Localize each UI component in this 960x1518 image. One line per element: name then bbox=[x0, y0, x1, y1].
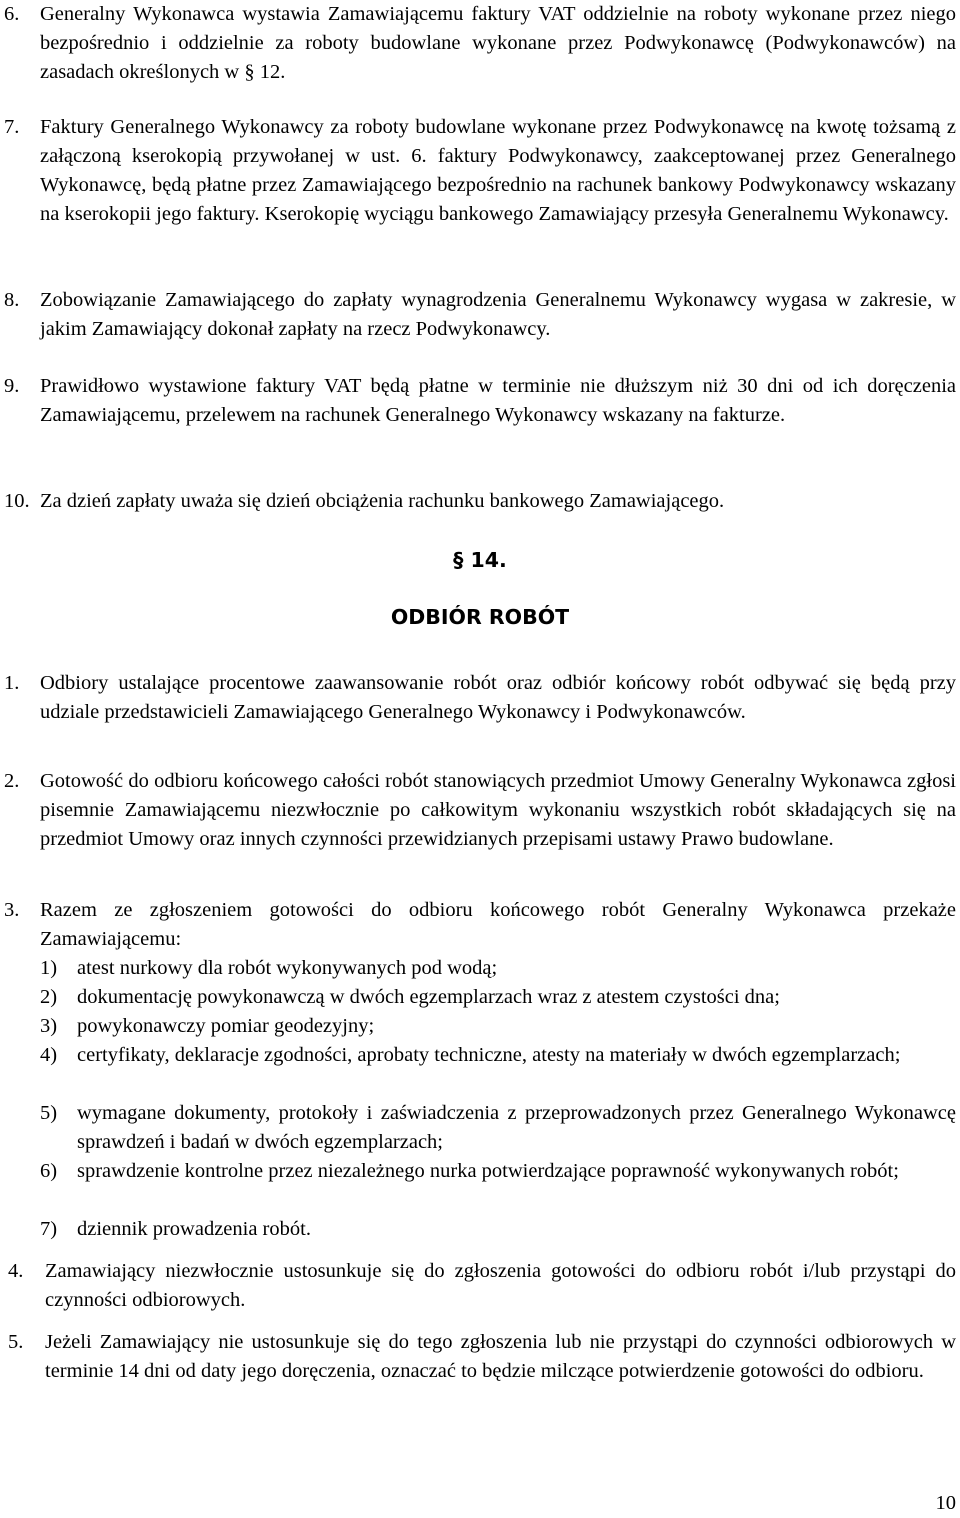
paragraph-text: Zamawiający niezwłocznie ustosunkuje się do zgłoszenia gotowości do odbioru robót i/lub przystąpi do czynności odbiorowych. bbox=[45, 1260, 956, 1311]
list-item-text: wymagane dokumenty, protokoły i zaświadczenia z przeprowadzonych przez Generalnego Wykonawcę sprawdzeń i badań w dwóch egzemplarzach; bbox=[77, 1102, 956, 1153]
paragraph-text: Prawidłowo wystawione faktury VAT będą płatne w terminie nie dłuższym niż 30 dni od ich doręczenia Zamawiającemu, przelewem na rachunek Generalnego Wykonawcy wskazany na fakturze. bbox=[40, 375, 956, 426]
paragraph-number: 2. bbox=[4, 770, 20, 792]
list-item-text: dziennik prowadzenia robót. bbox=[77, 1218, 311, 1240]
list-item-number: 3) bbox=[40, 1015, 58, 1037]
paragraph-number: 5. bbox=[8, 1331, 24, 1353]
paragraph-text: Zobowiązanie Zamawiającego do zapłaty wynagrodzenia Generalnemu Wykonawcy wygasa w zakresie, w jakim Zamawiający dokonał zapłaty na rzecz Podwykonawcy. bbox=[40, 289, 956, 340]
paragraph-number: 9. bbox=[4, 375, 20, 397]
paragraph-text: Jeżeli Zamawiający nie ustosunkuje się do tego zgłoszenia lub nie przystąpi do czynności odbiorowych w terminie 14 dni od daty jego doręczenia, oznaczać to będzie milczące potwierdzenie gotowości do odbioru. bbox=[45, 1331, 956, 1382]
list-item-number: 1) bbox=[40, 957, 58, 979]
list-item-text: certyfikaty, deklaracje zgodności, aprobaty techniczne, atesty na materiały w dwóch egzemplarzach; bbox=[77, 1044, 901, 1066]
paragraph-number: 10. bbox=[4, 490, 30, 512]
section-title: ODBIÓR ROBÓT bbox=[390, 605, 570, 629]
paragraph-text: Gotowość do odbioru końcowego całości robót stanowiących przedmiot Umowy Generalny Wykonawca zgłosi pisemnie Zamawiającemu niezwłocznie po całkowitym wykonaniu wszystkich robót składających się na przedmiot Umowy oraz innych czynności przewidzianych przepisami ustawy Prawo budowlane. bbox=[40, 770, 956, 850]
section-number: § 14. bbox=[453, 548, 507, 572]
list-item-number: 7) bbox=[40, 1218, 58, 1240]
paragraph-number: 4. bbox=[8, 1260, 24, 1282]
paragraph-number: 7. bbox=[4, 116, 20, 138]
paragraph-text: Razem ze zgłoszeniem gotowości do odbioru końcowego robót Generalny Wykonawca przekaże Zamawiającemu: bbox=[40, 899, 956, 950]
paragraph-text: Odbiory ustalające procentowe zaawansowanie robót oraz odbiór końcowy robót odbywać się będą przy udziale przedstawicieli Zamawiającego Generalnego Wykonawcy i Podwykonawców. bbox=[40, 672, 956, 723]
list-item-number: 6) bbox=[40, 1160, 58, 1182]
paragraph-number: 3. bbox=[4, 899, 20, 921]
list-item-text: dokumentację powykonawczą w dwóch egzemplarzach wraz z atestem czystości dna; bbox=[77, 986, 780, 1008]
list-item-text: atest nurkowy dla robót wykonywanych pod wodą; bbox=[77, 957, 498, 979]
list-item-number: 5) bbox=[40, 1102, 58, 1124]
paragraph-text: Faktury Generalnego Wykonawcy za roboty budowlane wykonane przez Podwykonawcę na kwotę tożsamą z załączoną kserokopią przywołanej w ust. 6. faktury Podwykonawcy, zaakceptowanej przez Generalnego Wykonawcę, będą płatne przez Zamawiającego bezpośrednio na rachunek bankowy Podwykonawcy wskazany na kserokopii jego faktury. Kserokopię wyciągu bankowego Zamawiający przesyła Generalnemu Wykonawcy. bbox=[40, 116, 956, 225]
paragraph-number: 6. bbox=[4, 3, 20, 25]
list-item-text: powykonawczy pomiar geodezyjny; bbox=[77, 1015, 375, 1037]
paragraph-text: Za dzień zapłaty uważa się dzień obciążenia rachunku bankowego Zamawiającego. bbox=[40, 490, 725, 512]
paragraph-number: 8. bbox=[4, 289, 20, 311]
paragraph-number: 1. bbox=[4, 672, 20, 694]
list-item-number: 4) bbox=[40, 1044, 58, 1066]
page-number: 10 bbox=[935, 1492, 956, 1514]
paragraph-text: Generalny Wykonawca wystawia Zamawiającemu faktury VAT oddzielnie na roboty wykonane przez niego bezpośrednio i oddzielnie za roboty budowlane wykonane przez Podwykonawcę (Podwykonawców) na zasadach określonych w § 12. bbox=[40, 3, 956, 83]
list-item-number: 2) bbox=[40, 986, 58, 1008]
list-item-text: sprawdzenie kontrolne przez niezależnego nurka potwierdzające poprawność wykonywanych robót; bbox=[77, 1160, 899, 1182]
